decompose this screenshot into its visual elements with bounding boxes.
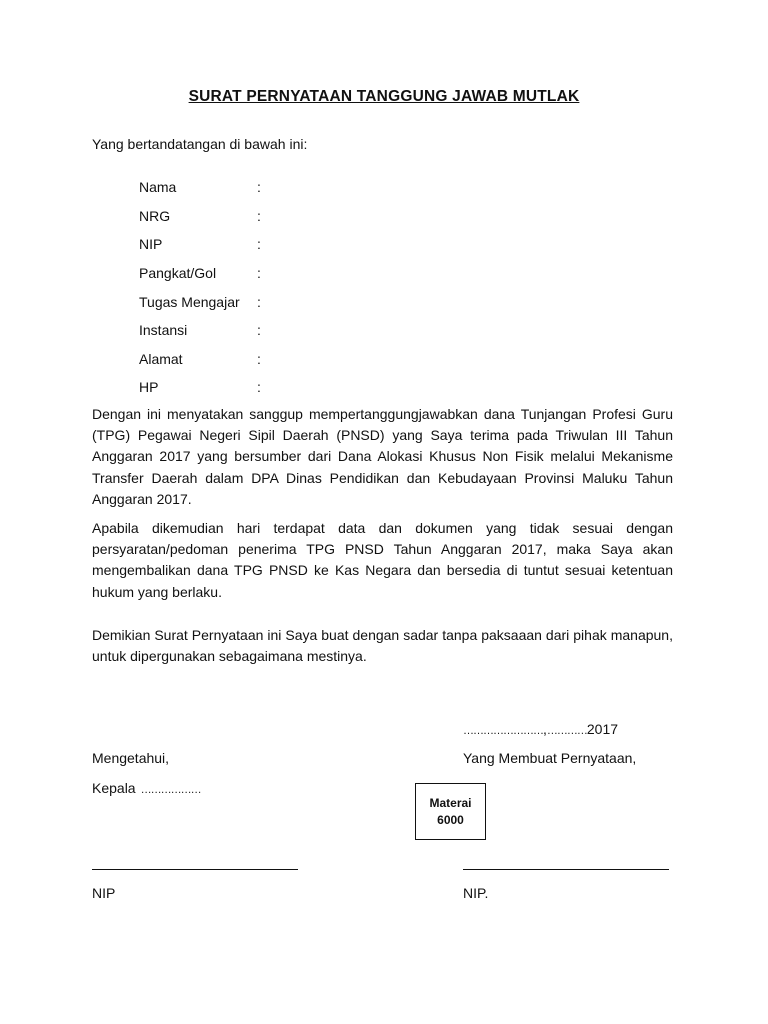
- field-label: NIP: [139, 236, 163, 253]
- date-line: [463, 721, 618, 737]
- statement-paragraph: Dengan ini menyatakan sanggup mempertanggungjawabkan dana Tunjangan Profesi Guru (TPG) Pegawai Negeri Sipil Daerah (PNSD) yang Saya terima pada Triwulan III Tahun Anggaran 2017 yang bersumber dari Dana Alokasi Khusus Non Fisik melalui Mekanisme Transfer Daerah dalam DPA Dinas Pendidikan dan Kebudayaan Provinsi Maluku Tahun Anggaran 2017.: [92, 406, 673, 507]
- right-nip-label: NIP.: [463, 885, 489, 901]
- consequence-paragraph: Apabila dikemudian hari terdapat data dan dokumen yang tidak sesuai dengan persyaratan/pedoman penerima TPG PNSD Tahun Anggaran 2017, maka Saya akan mengembalikan dana TPG PNSD ke Kas Negara dan bersedia di tuntut sesuai ketentuan hukum yang berlaku.: [92, 520, 673, 600]
- field-nama: [139, 173, 267, 202]
- field-label: Pangkat/Gol: [139, 265, 217, 282]
- declarant-heading: Yang Membuat Pernyataan,: [463, 750, 637, 766]
- field-colon: :: [257, 236, 261, 253]
- field-label: Tugas Mengajar: [139, 293, 240, 310]
- field-nrg: [139, 202, 267, 231]
- day-placeholder: …………: [546, 725, 587, 737]
- date-separator: ,: [543, 721, 547, 737]
- field-colon: :: [257, 265, 261, 282]
- place-placeholder: ……………………: [463, 725, 543, 737]
- field-label: HP: [139, 379, 159, 396]
- head-role: [92, 780, 201, 796]
- field-label: Instansi: [139, 322, 188, 339]
- acknowledged-heading: Mengetahui,: [92, 750, 170, 766]
- left-nip-label: NIP: [92, 885, 116, 901]
- field-pangkat-gol: [139, 259, 267, 288]
- stamp-value: 6000: [437, 812, 464, 827]
- right-signature-line: [463, 869, 669, 870]
- closing-paragraph: Demikian Surat Pernyataan ini Saya buat dengan sadar tanpa paksaaan dari pihak manapun, untuk dipergunakan sebagaimana mestinya.: [92, 627, 673, 665]
- field-tugas-mengajar: [139, 287, 267, 316]
- date-year: 2017: [586, 721, 619, 737]
- field-colon: :: [257, 293, 261, 310]
- field-colon: :: [257, 322, 261, 339]
- stamp-label: Materai: [429, 795, 472, 810]
- field-hp: [139, 373, 267, 402]
- field-label: Nama: [139, 179, 177, 196]
- field-label: NRG: [139, 207, 171, 224]
- identity-fields: [139, 173, 267, 402]
- field-colon: :: [257, 350, 261, 367]
- head-role-label: Kepala: [92, 780, 136, 796]
- stamp-duty-box: [415, 783, 486, 840]
- field-alamat: [139, 345, 267, 374]
- field-label: Alamat: [139, 350, 183, 367]
- field-colon: :: [257, 379, 261, 396]
- field-nip: [139, 230, 267, 259]
- field-instansi: [139, 316, 267, 345]
- intro-text: Yang bertandatangan di bawah ini:: [92, 136, 308, 152]
- document-title: SURAT PERNYATAAN TANGGUNG JAWAB MUTLAK: [188, 88, 580, 105]
- head-role-placeholder: ………………: [140, 784, 201, 796]
- left-signature-line: [92, 869, 298, 870]
- field-colon: :: [257, 179, 261, 196]
- field-colon: :: [257, 207, 261, 224]
